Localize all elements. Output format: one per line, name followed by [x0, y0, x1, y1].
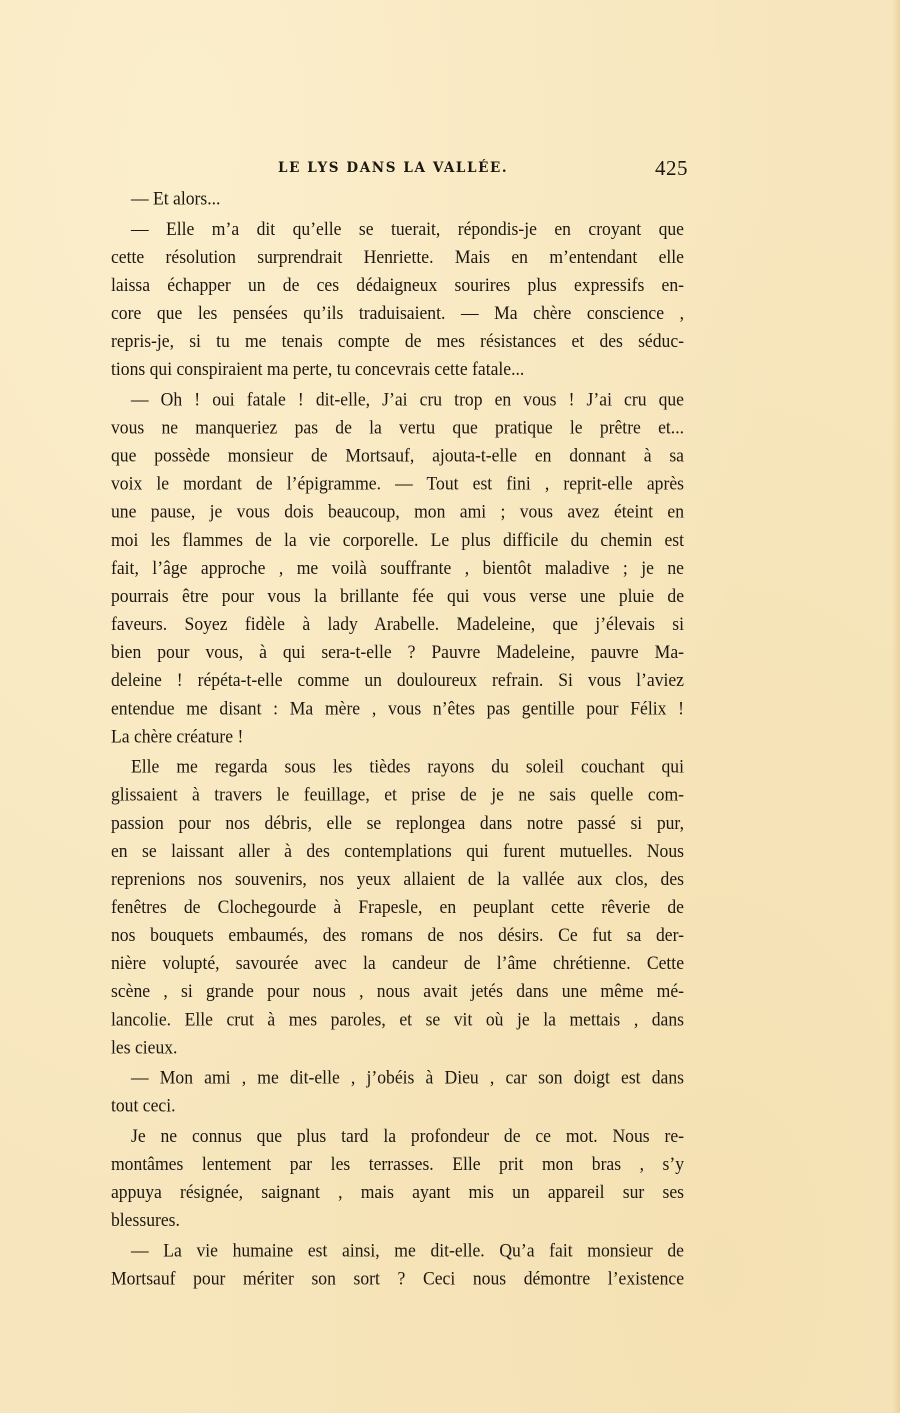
text-line: passion pour nos débris, elle se replongea dans notre passé si pur, — [111, 811, 684, 834]
text-line: — Oh ! oui fatale ! dit-elle, J’ai cru trop en vous ! J’ai cru que — [131, 388, 684, 410]
text-line: Elle me regarda sous les tièdes rayons du soleil couchant qui — [131, 755, 684, 777]
text-line: bien pour vous, à qui sera-t-elle ? Pauvre Madeleine, pauvre Ma- — [111, 640, 684, 663]
text-line: faveurs. Soyez fidèle à lady Arabelle. Madeleine, que j’élevais si — [111, 612, 684, 635]
running-head — [111, 158, 688, 182]
text-line: reprenions nos souvenirs, nos yeux allaient de la vallée aux clos, des — [111, 867, 684, 890]
text-line: les cieux. — [111, 1036, 178, 1058]
text-line: fait, l’âge approche , me voilà souffrante , bientôt maladive ; je ne — [111, 556, 684, 579]
text-line: appuya résignée, saignant , mais ayant mis un appareil sur ses — [111, 1180, 684, 1203]
text-line: — Et alors... — [131, 187, 221, 209]
text-line: — La vie humaine est ainsi, me dit-elle. Qu’a fait monsieur de — [131, 1239, 684, 1261]
body-text — [111, 184, 684, 1294]
text-line: repris-je, si tu me tenais compte de mes résistances et des séduc- — [111, 329, 684, 352]
running-title: LE LYS DANS LA VALLÉE. — [278, 160, 509, 176]
page-edge-shadow — [892, 0, 900, 1413]
text-line: tout ceci. — [111, 1094, 176, 1117]
paragraph — [111, 214, 684, 382]
page-number: 425 — [655, 156, 688, 180]
text-line: Mortsauf pour mériter son sort ? Ceci nous démontre l’existence — [111, 1267, 684, 1289]
paragraph — [111, 1121, 684, 1233]
text-line: deleine ! répéta-t-elle comme un douloureux refrain. Si vous l’aviez — [111, 668, 684, 691]
text-line: voix le mordant de l’épigramme. — Tout est fini , reprit-elle après — [111, 472, 684, 494]
text-line: pourrais être pour vous la brillante fée qui vous verse une pluie de — [111, 584, 684, 607]
text-line: — Elle m’a dit qu’elle se tuerait, répondis-je en croyant que — [131, 217, 684, 240]
paragraph — [111, 1236, 684, 1292]
text-line: scène , si grande pour nous , nous avait jetés dans une même mé- — [111, 979, 684, 1002]
text-line: en se laissant aller à des contemplations qui furent mutuelles. Nous — [111, 839, 684, 862]
text-line: blessures. — [111, 1208, 180, 1231]
text-line: vous ne manqueriez pas de la vertu que pratique le prêtre et... — [111, 416, 684, 438]
text-line: tions qui conspiraient ma perte, tu concevrais cette fatale... — [111, 357, 525, 380]
text-line: une pause, je vous dois beaucoup, mon ami ; vous avez éteint en — [111, 500, 684, 523]
paragraph — [111, 752, 684, 1061]
text-line: que possède monsieur de Mortsauf, ajouta-t-elle en donnant à sa — [111, 444, 684, 466]
text-line: La chère créature ! — [111, 725, 244, 747]
text-line: moi les flammes de la vie corporelle. Le plus difficile du chemin est — [111, 528, 684, 551]
text-line: glissaient à travers le feuillage, et prise de je ne sais quelle com- — [111, 783, 684, 805]
text-line: nière volupté, savourée avec la candeur de l’âme chrétienne. Cette — [111, 951, 684, 974]
paragraph — [111, 184, 684, 212]
paragraph — [111, 1063, 684, 1119]
text-line: Je ne connus que plus tard la profondeur de ce mot. Nous re- — [131, 1124, 684, 1147]
text-line: entendue me disant : Ma mère , vous n’êtes pas gentille pour Félix ! — [111, 697, 684, 719]
text-line: fenêtres de Clochegourde à Frapesle, en peuplant cette rêverie de — [111, 895, 684, 918]
text-line: laissa échapper un de ces dédaigneux sourires plus expressifs en- — [111, 273, 684, 296]
text-line: lancolie. Elle crut à mes paroles, et se vit où je la mettais , dans — [111, 1008, 684, 1030]
text-line: cette résolution surprendrait Henriette. Mais en m’entendant elle — [111, 245, 684, 268]
text-line: — Mon ami , me dit-elle , j’obéis à Dieu , car son doigt est dans — [131, 1066, 684, 1088]
text-line: core que les pensées qu’ils traduisaient. — Ma chère conscience , — [111, 301, 684, 324]
text-line: montâmes lentement par les terrasses. Elle prit mon bras , s’y — [111, 1152, 684, 1175]
text-line: nos bouquets embaumés, des romans de nos désirs. Ce fut sa der- — [111, 923, 684, 946]
paragraph — [111, 385, 684, 750]
